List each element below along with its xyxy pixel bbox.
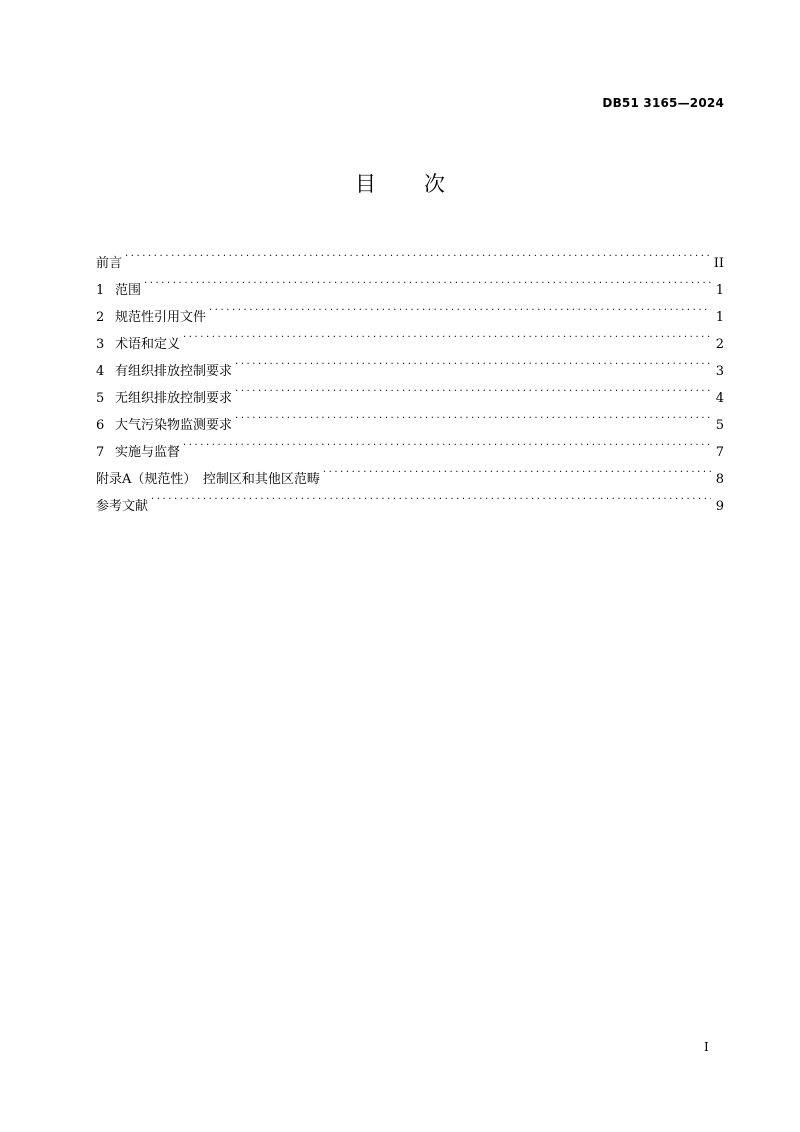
toc-dot-leader	[235, 348, 711, 375]
toc-entry-label: 附录A（规范性） 控制区和其他区范畴	[96, 472, 320, 487]
page-number: I	[704, 1040, 709, 1054]
toc-entry[interactable]	[96, 483, 724, 514]
toc-entry-label: 术语和定义	[115, 337, 181, 352]
toc-entry-label: 实施与监督	[115, 445, 181, 460]
document-code: DB51 3165—2024	[602, 96, 724, 110]
toc-entry-page: 3	[715, 364, 724, 379]
toc-entry-number: 2	[96, 310, 105, 325]
toc-entry-page: 1	[715, 310, 724, 325]
toc-dot-leader	[183, 429, 711, 456]
table-of-contents	[96, 240, 724, 514]
toc-entry-page: 1	[715, 283, 724, 298]
toc-entry-page: 9	[715, 499, 724, 514]
toc-entry-label: 有组织排放控制要求	[115, 364, 233, 379]
toc-entry[interactable]	[96, 240, 724, 271]
toc-dot-leader	[323, 456, 711, 483]
toc-entry[interactable]	[96, 456, 724, 487]
toc-entry-label: 范围	[115, 283, 142, 298]
toc-dot-leader	[235, 402, 711, 429]
toc-dot-leader	[151, 483, 711, 510]
toc-entry-number: 7	[96, 445, 105, 460]
toc-entry[interactable]	[96, 267, 724, 298]
toc-entry-page: 4	[715, 391, 724, 406]
toc-entry-number: 6	[96, 418, 105, 433]
toc-entry[interactable]	[96, 348, 724, 379]
toc-dot-leader	[125, 240, 709, 267]
toc-entry[interactable]	[96, 294, 724, 325]
toc-entry[interactable]	[96, 321, 724, 352]
toc-entry-number: 5	[96, 391, 105, 406]
toc-entry-number: 4	[96, 364, 105, 379]
toc-entry-page: 2	[715, 337, 724, 352]
toc-dot-leader	[209, 294, 711, 321]
toc-entry-label: 大气污染物监测要求	[115, 418, 233, 433]
toc-dot-leader	[144, 267, 711, 294]
toc-dot-leader	[183, 321, 711, 348]
toc-dot-leader	[235, 375, 711, 402]
toc-entry-label: 前言	[96, 256, 123, 271]
toc-entry-label: 参考文献	[96, 499, 149, 514]
toc-entry[interactable]	[96, 429, 724, 460]
toc-entry-page: 5	[715, 418, 724, 433]
toc-entry-page: II	[713, 256, 724, 271]
toc-entry-number: 1	[96, 283, 105, 298]
toc-entry-page: 7	[715, 445, 724, 460]
toc-entry-label: 规范性引用文件	[115, 310, 207, 325]
toc-entry-number: 3	[96, 337, 105, 352]
page-title: 目次	[355, 172, 493, 196]
toc-entry-label: 无组织排放控制要求	[115, 391, 233, 406]
toc-entry-page: 8	[715, 472, 724, 487]
